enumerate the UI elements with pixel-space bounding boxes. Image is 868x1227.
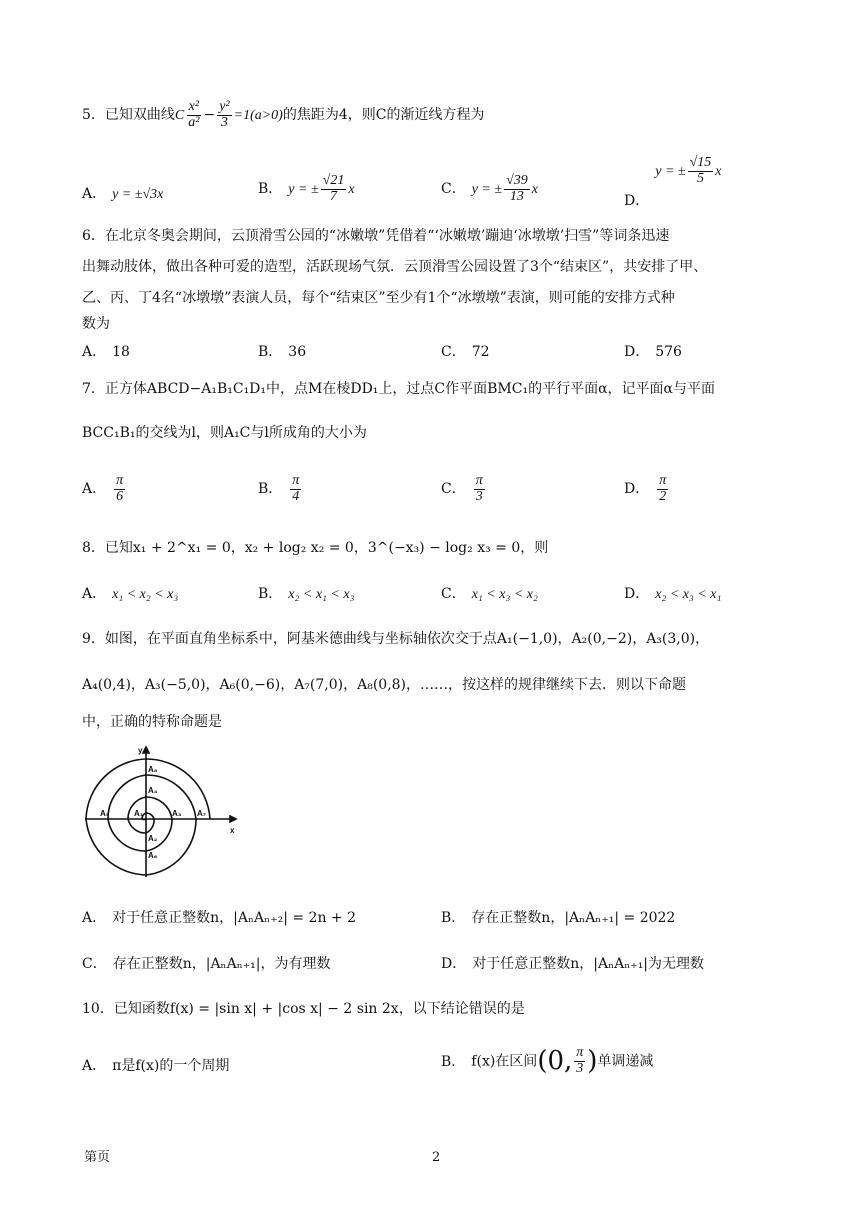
- archimedean-spiral-diagram: [80, 745, 245, 880]
- q7-option-b: B． $\frac{\pi}{4}$: [258, 473, 300, 504]
- q6-line-3: 乙、丙、丁4名“冰墩墩”表演人员，每个“结束区”至少有1个“冰墩墩”表演，则可能的安排方式种: [82, 290, 675, 306]
- page-number: 2: [432, 1150, 441, 1165]
- q5-option-d: D．y = ± $\frac{√15}{5}$ x: [624, 155, 722, 210]
- q8-option-a: A． x₁ < x₂ < x₃: [82, 586, 179, 602]
- y-axis-label: y: [138, 746, 143, 755]
- q6-option-d: D． 576: [624, 344, 682, 360]
- a3-label: A₃: [172, 809, 182, 818]
- q10-option-b: B． f(x)在区间(0, $\frac{\pi}{3}$ )单调递减: [441, 1045, 654, 1077]
- footer-left-label: 第页: [84, 1150, 111, 1165]
- q9-option-c: C． 存在正整数n，|AₙAₙ₊₁|，为有理数: [82, 956, 331, 972]
- q6-option-a: A． 18: [82, 344, 130, 360]
- q9-line-2: A₄(0,4)，A₃(−5,0)，A₆(0,−6)，A₇(7,0)，A₈(0,8)，……，按这样的规律继续下去．则以下命题: [82, 677, 687, 693]
- q5-eq-var: C: [174, 108, 185, 124]
- a4-label: A₄: [148, 786, 158, 795]
- q6-line-1: 6．在北京冬奥会期间，云顶滑雪公园的“冰嫩墩”凭借着“‘冰嫩墩’蹦迪‘冰墩墩’扫雪”等词条迅速: [82, 228, 670, 244]
- a5-label: A₅: [100, 809, 110, 818]
- q10-stem: 10．已知函数f(x) = |sin x| + |cos x| − 2 sin 2x，以下结论错误的是: [82, 1001, 525, 1017]
- q9-option-a: A． 对于任意正整数n，|AₙAₙ₊₂| = 2n + 2: [82, 910, 357, 926]
- a1-label: A₁: [134, 809, 144, 818]
- y-axis-arrow: [143, 747, 149, 753]
- q7-line-1: 7．正方体ABCD−A₁B₁C₁D₁中，点M在棱DD₁上，过点C作平面BMC₁的平行平面α，记平面α与平面: [82, 381, 715, 397]
- q5-option-a: A． y = ±√3x: [82, 186, 164, 202]
- q5-stem-pre: 5．已知双曲线: [82, 107, 175, 124]
- q5-option-b: B． y = ± $\frac{√21}{7}$ x: [258, 173, 355, 204]
- a6-label: A₆: [148, 851, 158, 860]
- q9-line-1: 9．如图，在平面直角坐标系中，阿基米德曲线与坐标轴依次交于点A₁(−1,0)，A₂(0,−2)，A₃(3,0)，: [82, 631, 710, 647]
- q7-line-2: BCC₁B₁的交线为l，则A₁C与l所成角的大小为: [82, 425, 367, 441]
- q5-stem-post: 的焦距为4，则C的渐近线方程为: [282, 107, 485, 124]
- q5-option-c: C． y = ± $\frac{√39}{13}$ x: [441, 173, 538, 204]
- q6-option-b: B． 36: [258, 344, 307, 360]
- a2-label: A₂: [148, 834, 158, 843]
- q9-option-b: B． 存在正整数n，|AₙAₙ₊₁| = 2022: [441, 910, 676, 926]
- q10-option-a: A． π是f(x)的一个周期: [82, 1058, 230, 1074]
- q8-option-d: D． x₂ < x₃ < x₁: [624, 586, 722, 602]
- q5-eq-rest: =1(a>0): [233, 108, 283, 124]
- q6-line-4: 数为: [82, 316, 110, 332]
- a7-label: A₇: [197, 809, 206, 818]
- x-axis-label: x: [230, 826, 235, 835]
- q9-line-3: 中，正确的特称命题是: [82, 714, 222, 730]
- q8-option-c: C． x₁ < x₃ < x₂: [441, 586, 538, 602]
- q7-option-a: A． $\frac{\pi}{6}$: [82, 473, 124, 504]
- q8-stem: 8．已知x₁ + 2^x₁ = 0，x₂ + log₂ x₂ = 0，3^(−x₃) − log₂ x₃ = 0，则: [82, 540, 549, 556]
- q5-frac2: $\frac{\text{y²}}{3}$: [219, 99, 230, 130]
- q8-option-b: B． x₂ < x₁ < x₃: [258, 586, 355, 602]
- q5-stem: 5．已知双曲线C $\frac{\text{x²}}{\text{a²}}$ − $\frac{\text{y²}}{3}$ =1(a>0)的焦距为4，则C的渐近线方程为: [82, 99, 485, 130]
- q6-line-2: 出舞动肢体，做出各种可爱的造型，活跃现场气氛．云顶滑雪公园设置了3个“结束区”，共安排了甲、: [82, 259, 708, 275]
- q6-option-c: C． 72: [441, 344, 490, 360]
- q5-frac1: $\frac{\text{x²}}{\text{a²}}$: [188, 99, 200, 130]
- a8-label: A₈: [148, 765, 158, 774]
- x-axis-arrow: [230, 816, 236, 822]
- q9-option-d: D． 对于任意正整数n，|AₙAₙ₊₁|为无理数: [441, 956, 705, 972]
- q7-option-c: C． $\frac{\pi}{3}$: [441, 473, 483, 504]
- q7-option-d: D． $\frac{\pi}{2}$: [624, 473, 667, 504]
